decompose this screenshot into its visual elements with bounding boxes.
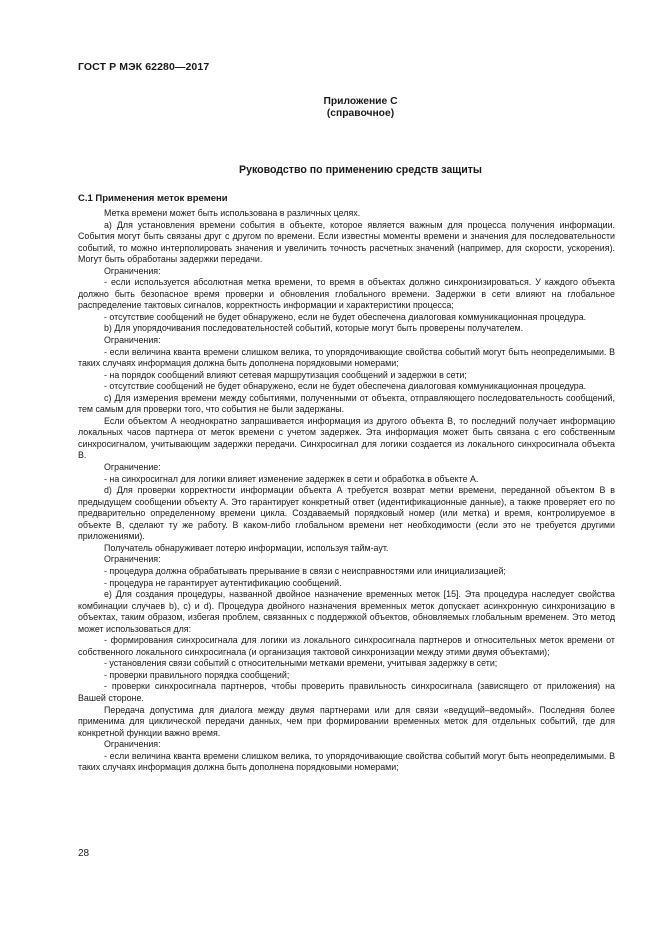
page-number: 28 — [78, 848, 90, 859]
paragraph: Ограничение: — [104, 462, 161, 473]
document-header: ГОСТ Р МЭК 62280—2017 — [78, 61, 210, 73]
paragraph: Ограничения: — [104, 335, 161, 346]
section-heading: С.1 Применения меток времени — [78, 193, 228, 204]
paragraph: е) Для создания процедуры, названной двойное назначение временных меток [15]. Эта процедура наследует свойства комбинации случаев b), с) и d). Процедура двойного назначения временных меток допускает асинхронную синхронизацию в объектах, таким образом, избегая проблем, связанных с поддержкой объектов, обновляемых глобальным временем. Это метод может использоваться для: — [78, 589, 615, 634]
paragraph: Ограничения: — [104, 739, 161, 750]
paragraph: - если величина кванта времени слишком велика, то упорядочивающие свойства событий могут быть неопределимыми. В таких случаях информация должна быть дополнена порядковыми номерами; — [78, 346, 615, 369]
paragraph: b) Для упорядочивания последовательностей событий, которые могут быть проверены получателем. — [104, 323, 524, 334]
paragraph: Если объектом А неоднократно запрашивается информация из другого объекта В, то последний получает информацию локальных часов партнера от меток времени с учетом задержек. Эта информация может быть связана с его собственным синхросигналом, учитывающим задержки передачи. Синхросигнал для логики создается из локального синхросигнала объекта В. — [78, 415, 615, 461]
paragraph: а) Для установления времени события в объекте, которое является важным для процесса получения информации. События могут быть связаны друг с другом по времени. Если известны моменты времени и значения для последовательности событий, то можно интерполировать значения и увеличить точность расчетных значений (например, для скорости, ускорения). Могут быть обработаны задержки передачи. — [78, 219, 615, 265]
paragraph: - установления связи событий с относительными метками времени, учитывая задержку в сети; — [104, 658, 498, 669]
paragraph: Метка времени может быть использована в различных целях. — [104, 208, 361, 218]
paragraph: - процедура не гарантирует аутентификацию сообщений. — [104, 577, 342, 588]
paragraph: - на порядок сообщений влияют сетевая маршрутизация сообщений и задержки в сети; — [104, 369, 467, 380]
paragraph: - на синхросигнал для логики влияет изменение задержек в сети и обработка в объекте А. — [104, 473, 479, 484]
appendix-label: Приложение С — [323, 96, 398, 107]
paragraph: с) Для измерения времени между событиями, полученными от объекта, отправляющего последовательность сообщений, тем самым для проверки того, что события не были задержаны. — [78, 392, 615, 415]
paragraph: Передача допустима для диалога между двумя партнерами или для связи «ведущий–ведомый». Последняя более применима для циклической передачи данных, чем при формировании временных меток для отдельных событий, где для конкретной функции важно время. — [78, 704, 615, 738]
appendix-title: Руководство по применению средств защиты — [239, 164, 482, 176]
paragraph: Ограничения: — [104, 554, 161, 565]
paragraph: d) Для проверки корректности информации объекта А требуется возврат метки времени, переданной объектом В в предыдущем сообщении объекту А. Это гарантирует конкретный ответ (идентификационные данные), а также проверяет его по предварительно определенному времени цикла. Создаваемый порядковый номер (или метка) и время, контролируемое в объекте В, сделают ту же работу. В каком-либо глобальном времени нет необходимости (если это не требуется другими приложениями). — [78, 485, 615, 542]
paragraph: Получатель обнаруживает потерю информации, используя тайм-аут. — [104, 542, 389, 553]
paragraph: - формирования синхросигнала для логики из локального синхросигнала партнеров и относительных меток времени от собственного локального синхросигнала (и организация тактовой синхронизации между этими двумя объектами); — [78, 635, 615, 657]
paragraph: - проверки синхросигнала партнеров, чтобы проверить правильность синхросигнала (зависящего от приложения) на Вашей стороне. — [78, 681, 615, 703]
paragraph: - отсутствие сообщений не будет обнаружено, если не будет обеспечена диалоговая коммуникационная процедура. — [104, 311, 587, 322]
paragraph: Ограничения: — [104, 265, 161, 276]
paragraph: - отсутствие сообщений не будет обнаружено, если не будет обеспечена диалоговая коммуникационная процедура. — [104, 381, 587, 392]
paragraph: - если величина кванта времени слишком велика, то упорядочивающие свойства событий могут быть неопределимыми. В таких случаях информация должна быть дополнена порядковыми номерами; — [78, 750, 615, 773]
paragraph: - процедура должна обрабатывать прерывание в связи с неисправностями или инициализацией; — [104, 565, 506, 576]
paragraph: - если используется абсолютная метка времени, то время в объектах должно синхронизироваться. У каждого объекта должно быть безопасное время проверки и обновления глобального времени. Задержки в сети влияют на глобальное распределение тактовых сигналов, корректность информации и характеристики процесса; — [78, 277, 615, 311]
paragraph: - проверки правильного порядка сообщений; — [104, 669, 290, 680]
body-text — [78, 192, 615, 774]
appendix-type: (справочное) — [326, 108, 395, 119]
